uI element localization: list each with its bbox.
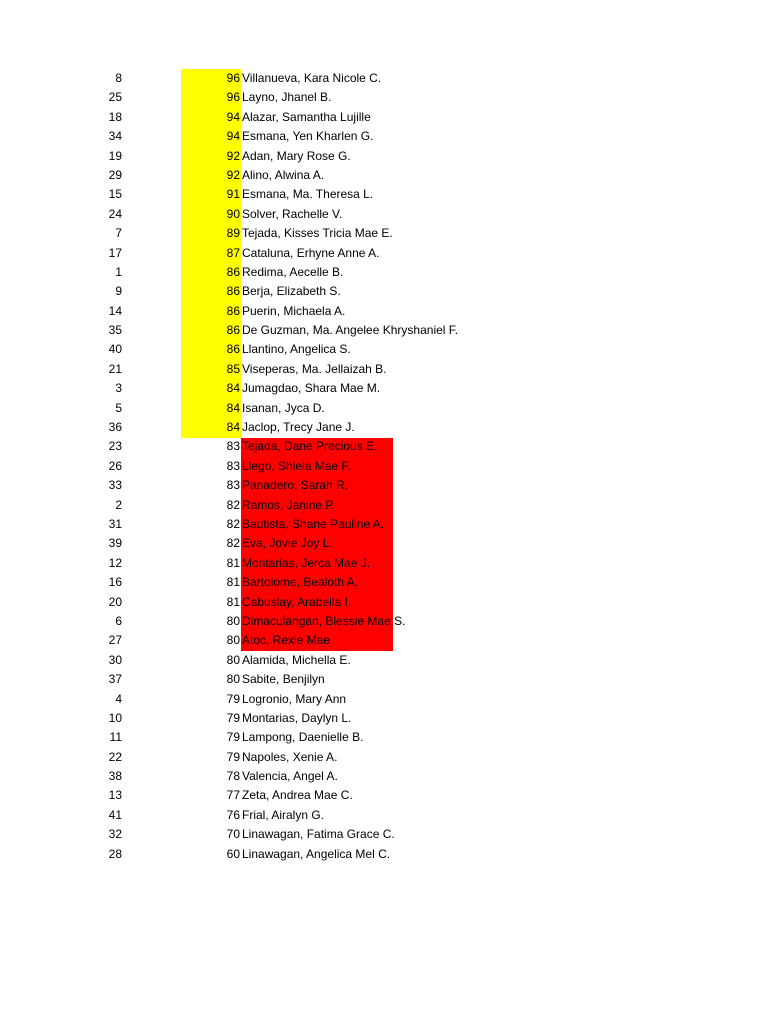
row-number: 41 bbox=[108, 807, 122, 822]
row-number: 12 bbox=[108, 555, 122, 570]
table-row bbox=[0, 554, 768, 573]
score-cell: 96 bbox=[226, 71, 240, 85]
score-cell: 85 bbox=[226, 361, 240, 376]
row-number: 28 bbox=[108, 846, 122, 861]
table-row bbox=[0, 476, 768, 495]
row-number: 32 bbox=[108, 827, 122, 842]
student-name: Bartolome, Bealoth A. bbox=[242, 575, 359, 590]
row-number: 7 bbox=[115, 226, 122, 241]
student-name: Alino, Alwina A. bbox=[242, 167, 325, 182]
row-number: 33 bbox=[108, 478, 122, 493]
student-name: Frial, Airalyn G. bbox=[242, 807, 325, 822]
row-number: 39 bbox=[108, 536, 122, 551]
score-cell: 83 bbox=[226, 458, 240, 473]
row-number: 2 bbox=[115, 497, 122, 512]
score-cell: 82 bbox=[226, 536, 240, 551]
table-row bbox=[0, 244, 768, 263]
student-name: Panadero, Sarah R. bbox=[242, 478, 349, 493]
score-cell: 82 bbox=[226, 516, 240, 531]
student-name: Valencia, Angel A. bbox=[242, 769, 338, 784]
score-cell: 83 bbox=[226, 478, 240, 493]
student-name: Montarias, Daylyn L. bbox=[242, 710, 352, 725]
score-cell: 60 bbox=[226, 846, 240, 861]
score-cell: 90 bbox=[226, 206, 240, 221]
table-row bbox=[0, 127, 768, 146]
student-name: Layno, Jhanel B. bbox=[242, 90, 332, 105]
score-cell: 83 bbox=[226, 439, 240, 454]
row-number: 23 bbox=[108, 439, 122, 454]
student-name: Sabite, Benjilyn bbox=[242, 672, 325, 687]
table-row bbox=[0, 69, 768, 88]
row-number: 21 bbox=[108, 361, 122, 376]
student-name: Napoles, Xenie A. bbox=[242, 749, 338, 764]
student-name: Adan, Mary Rose G. bbox=[242, 148, 351, 163]
score-cell: 86 bbox=[226, 264, 240, 279]
row-number: 1 bbox=[115, 264, 122, 279]
score-cell: 84 bbox=[226, 420, 240, 435]
student-name: De Guzman, Ma. Angelee Khryshaniel F. bbox=[242, 323, 459, 338]
row-number: 36 bbox=[108, 420, 122, 435]
score-cell: 84 bbox=[226, 400, 240, 415]
score-cell: 92 bbox=[226, 148, 240, 163]
student-name: Logronio, Mary Ann bbox=[242, 691, 347, 706]
score-cell: 89 bbox=[226, 226, 240, 241]
row-number: 16 bbox=[108, 575, 122, 590]
row-number: 5 bbox=[115, 400, 122, 415]
student-name: Cabuslay, Arabella I. bbox=[242, 594, 352, 609]
table-row bbox=[0, 825, 768, 844]
score-cell: 92 bbox=[226, 167, 240, 182]
table-row bbox=[0, 690, 768, 709]
student-name: Bautista, Shane Pauline A. bbox=[242, 516, 385, 531]
table-row bbox=[0, 224, 768, 243]
row-number: 26 bbox=[108, 458, 122, 473]
score-cell: 80 bbox=[226, 672, 240, 687]
score-cell: 80 bbox=[226, 652, 240, 667]
student-name: Viseperas, Ma. Jellaizah B. bbox=[242, 361, 387, 376]
row-number: 10 bbox=[108, 710, 122, 725]
score-cell: 87 bbox=[226, 245, 240, 260]
table-row bbox=[0, 282, 768, 301]
score-cell: 78 bbox=[226, 769, 240, 784]
table-row bbox=[0, 515, 768, 534]
row-number: 6 bbox=[115, 613, 122, 628]
table-row bbox=[0, 631, 768, 650]
score-cell: 70 bbox=[226, 827, 240, 842]
student-name: Jaclop, Trecy Jane J. bbox=[242, 420, 355, 435]
score-cell: 86 bbox=[226, 342, 240, 357]
row-number: 3 bbox=[115, 381, 122, 396]
row-number: 20 bbox=[108, 594, 122, 609]
row-number: 8 bbox=[115, 71, 122, 85]
table-row bbox=[0, 786, 768, 805]
score-cell: 94 bbox=[226, 129, 240, 144]
score-cell: 86 bbox=[226, 323, 240, 338]
row-number: 40 bbox=[108, 342, 122, 357]
student-name: Jumagdao, Shara Mae M. bbox=[242, 381, 381, 396]
table-row bbox=[0, 205, 768, 224]
row-number: 9 bbox=[115, 284, 122, 299]
score-cell: 79 bbox=[226, 710, 240, 725]
table-row bbox=[0, 806, 768, 825]
student-name: Llantino, Angelica S. bbox=[242, 342, 351, 357]
student-name: Solver, Rachelle V. bbox=[242, 206, 343, 221]
student-name: Montarias, Jerca Mae J. bbox=[242, 555, 371, 570]
table-row bbox=[0, 360, 768, 379]
student-name: Villanueva, Kara Nicole C. bbox=[242, 71, 382, 85]
row-number: 34 bbox=[108, 129, 122, 144]
score-cell: 96 bbox=[226, 90, 240, 105]
student-name: Alamida, Michella E. bbox=[242, 652, 351, 667]
table-row bbox=[0, 728, 768, 747]
table-row bbox=[0, 593, 768, 612]
table-row bbox=[0, 709, 768, 728]
table-row bbox=[0, 166, 768, 185]
row-number: 30 bbox=[108, 652, 122, 667]
score-cell: 77 bbox=[226, 788, 240, 803]
student-name: Esmana, Yen Kharlen G. bbox=[242, 129, 374, 144]
student-name: Linawagan, Angelica Mel C. bbox=[242, 846, 391, 861]
row-number: 14 bbox=[108, 303, 122, 318]
table-row bbox=[0, 302, 768, 321]
row-number: 17 bbox=[108, 245, 122, 260]
student-name: Zeta, Andrea Mae C. bbox=[242, 788, 353, 803]
student-name: Puerin, Michaela A. bbox=[242, 303, 346, 318]
table-row bbox=[0, 88, 768, 107]
score-cell: 79 bbox=[226, 749, 240, 764]
table-row bbox=[0, 321, 768, 340]
score-cell: 79 bbox=[226, 730, 240, 745]
student-name: Linawagan, Fatima Grace C. bbox=[242, 827, 395, 842]
row-number: 22 bbox=[108, 749, 122, 764]
student-name: Llego, Shiela Mae F. bbox=[242, 458, 351, 473]
table-row bbox=[0, 845, 768, 864]
table-row bbox=[0, 437, 768, 456]
score-cell: 81 bbox=[226, 594, 240, 609]
student-name: Eva, Jovie Joy L. bbox=[242, 536, 333, 551]
score-cell: 79 bbox=[226, 691, 240, 706]
student-name: Tejada, Kisses Tricia Mae E. bbox=[242, 226, 393, 241]
table-row bbox=[0, 457, 768, 476]
table-row bbox=[0, 379, 768, 398]
row-number: 29 bbox=[108, 167, 122, 182]
row-number: 24 bbox=[108, 206, 122, 221]
row-number: 19 bbox=[108, 148, 122, 163]
table-row bbox=[0, 108, 768, 127]
table-row bbox=[0, 767, 768, 786]
row-number: 13 bbox=[108, 788, 122, 803]
row-number: 4 bbox=[115, 691, 122, 706]
student-name: Tejada, Dane Precious E. bbox=[242, 439, 378, 454]
score-cell: 86 bbox=[226, 303, 240, 318]
table-row bbox=[0, 147, 768, 166]
score-cell: 81 bbox=[226, 575, 240, 590]
table-row bbox=[0, 185, 768, 204]
student-name: Berja, Elizabeth S. bbox=[242, 284, 341, 299]
table-row bbox=[0, 573, 768, 592]
score-cell: 94 bbox=[226, 109, 240, 124]
row-number: 11 bbox=[109, 730, 122, 745]
row-number: 25 bbox=[108, 90, 122, 105]
score-cell: 84 bbox=[226, 381, 240, 396]
row-number: 38 bbox=[108, 769, 122, 784]
table-row bbox=[0, 496, 768, 515]
row-number: 18 bbox=[108, 109, 122, 124]
score-cell: 82 bbox=[226, 497, 240, 512]
table-row bbox=[0, 263, 768, 282]
table-row bbox=[0, 748, 768, 767]
student-name: Alazar, Samantha Lujille bbox=[242, 109, 371, 124]
student-name: Esmana, Ma. Theresa L. bbox=[242, 187, 374, 202]
score-cell: 80 bbox=[226, 633, 240, 648]
table-row bbox=[0, 612, 768, 631]
score-cell: 80 bbox=[226, 613, 240, 628]
student-name: Cataluna, Erhyne Anne A. bbox=[242, 245, 380, 260]
table-row bbox=[0, 340, 768, 359]
row-number: 15 bbox=[108, 187, 122, 202]
student-name: Redima, Aecelle B. bbox=[242, 264, 344, 279]
student-name: Dimaculangan, Blessie Mae S. bbox=[242, 613, 406, 628]
score-cell: 86 bbox=[226, 284, 240, 299]
row-number: 37 bbox=[108, 672, 122, 687]
student-name: Atoc, Rexie Mae bbox=[242, 633, 331, 648]
row-number: 27 bbox=[108, 633, 122, 648]
student-name: Lampong, Daenielle B. bbox=[242, 730, 364, 745]
score-cell: 81 bbox=[226, 555, 240, 570]
table-row bbox=[0, 534, 768, 553]
row-number: 35 bbox=[108, 323, 122, 338]
table-row bbox=[0, 399, 768, 418]
score-cell: 76 bbox=[226, 807, 240, 822]
table-row bbox=[0, 670, 768, 689]
table-row bbox=[0, 651, 768, 670]
table-row bbox=[0, 418, 768, 437]
row-number: 31 bbox=[108, 516, 122, 531]
student-name: Isanan, Jyca D. bbox=[242, 400, 325, 415]
score-list bbox=[0, 69, 768, 864]
score-cell: 91 bbox=[226, 187, 240, 202]
student-name: Ramos, Janine P. bbox=[242, 497, 336, 512]
